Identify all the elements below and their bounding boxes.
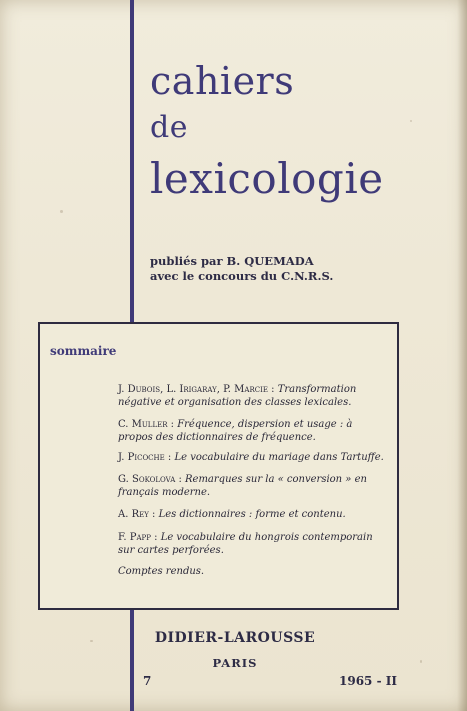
contents-entry	[118, 474, 388, 499]
entry-title: Le vocabulaire du hongrois contemporain sur cartes perforées.	[118, 532, 373, 556]
title-line-1: cahiers	[150, 59, 295, 103]
contents-heading: sommaire	[50, 344, 117, 358]
publisher-info-line-2: avec le concours du C.N.R.S.	[150, 269, 334, 283]
title-line-2: de	[150, 110, 188, 145]
publisher-info-line-1: publiés par B. QUEMADA	[150, 254, 314, 268]
cover-edge-shadow	[457, 0, 467, 711]
paper-speck	[420, 660, 422, 663]
entry-author: J. Picoche	[118, 452, 165, 463]
entry-author: C. Muller	[118, 419, 168, 430]
entry-author: F. Papp	[118, 532, 151, 543]
entry-separator: :	[148, 509, 159, 520]
contents-entry	[118, 419, 388, 444]
contents-entry	[118, 384, 388, 409]
contents-entry	[118, 532, 388, 557]
issue-year: 1965 - II	[339, 674, 397, 688]
entry-title: Transformation négative et organisation des classes lexicales.	[118, 384, 357, 408]
contents-box	[38, 322, 399, 610]
entry-title: Le vocabulaire du mariage dans Tartuffe.	[174, 452, 384, 463]
entry-author: G. Sokolova	[118, 474, 176, 485]
entry-author: A. Rey	[118, 509, 149, 520]
entry-separator: :	[175, 474, 185, 485]
paper-speck	[90, 640, 93, 642]
title-line-3: lexicologie	[150, 154, 384, 203]
paper-speck	[60, 210, 63, 213]
entry-title: Remarques sur la « conversion » en français moderne.	[118, 474, 367, 498]
entry-separator: :	[167, 419, 178, 430]
paper-speck	[410, 120, 412, 122]
contents-entry	[118, 509, 388, 522]
contents-entry	[118, 452, 388, 465]
publisher-city: PARIS	[212, 656, 258, 670]
entry-author: J. Dubois, L. Irigaray, P. Marcie	[118, 384, 268, 395]
entry-separator: :	[164, 452, 175, 463]
entry-separator: :	[150, 532, 161, 543]
entry-title: Fréquence, dispersion et usage : à propos des dictionnaires de fréquence.	[118, 419, 353, 443]
entry-title: Les dictionnaires : forme et contenu.	[158, 509, 346, 520]
entry-separator: :	[267, 384, 278, 395]
contents-closing: Comptes rendus.	[118, 566, 205, 577]
publisher-name: DIDIER-LAROUSSE	[154, 630, 316, 646]
issue-number: 7	[143, 674, 152, 688]
